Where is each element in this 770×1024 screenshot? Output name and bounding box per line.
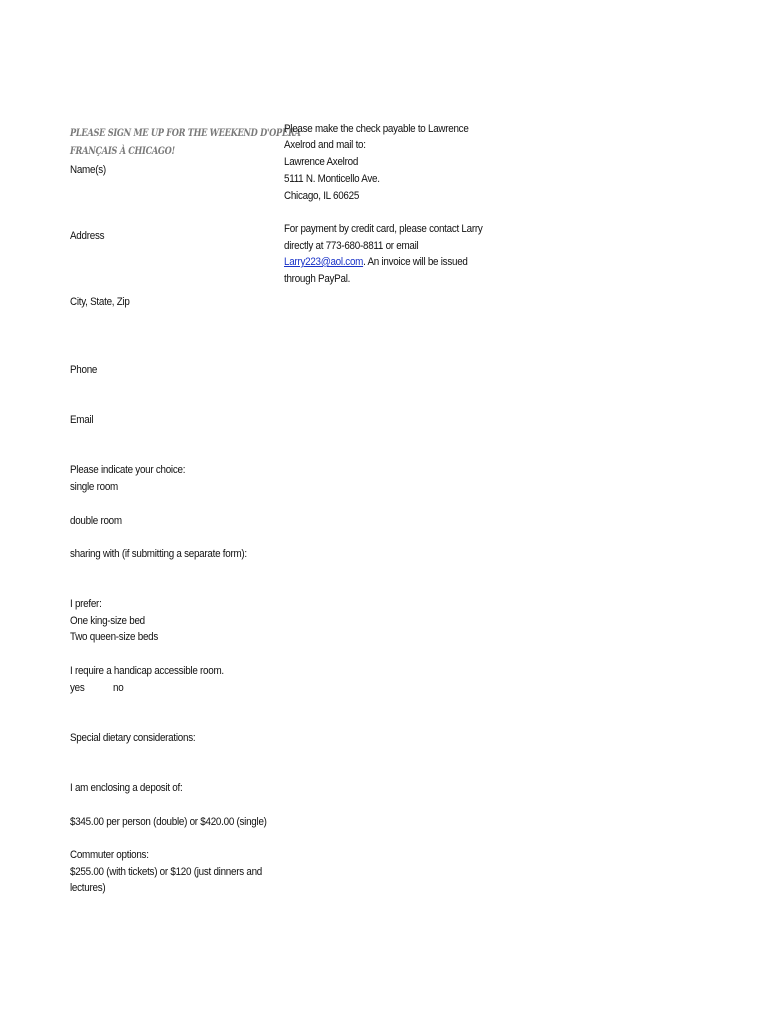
credit-card-line-2: directly at 773-680-8811 or email [284, 240, 419, 252]
deposit-options: $345.00 per person (double) or $420.00 (single) [70, 816, 267, 828]
signup-title-line-1: PLEASE SIGN ME UP FOR THE WEEKEND D'OPÉRA [70, 127, 301, 139]
handicap-no-option: no [113, 682, 124, 694]
check-instructions-line-1: Please make the check payable to Lawrence [284, 123, 469, 135]
address-label: Address [70, 230, 105, 242]
mailing-name: Lawrence Axelrod [284, 156, 359, 168]
credit-card-line-3 [284, 254, 468, 271]
credit-card-line-4: through PayPal. [284, 273, 351, 285]
credit-card-line-1: For payment by credit card, please contact Larry [284, 223, 483, 235]
double-room-option: double room [70, 515, 122, 527]
dietary-label: Special dietary considerations: [70, 732, 196, 744]
single-room-option: single room [70, 481, 118, 493]
handicap-question: I require a handicap accessible room. [70, 665, 224, 677]
bed-preference-heading: I prefer: [70, 598, 102, 610]
email-label: Email [70, 414, 94, 426]
deposit-label: I am enclosing a deposit of: [70, 782, 183, 794]
sharing-with-option: sharing with (if submitting a separate form): [70, 548, 247, 560]
signup-title [70, 124, 301, 160]
king-bed-option: One king-size bed [70, 615, 145, 627]
signup-title-line-2: FRANÇAIS À CHICAGO! [70, 145, 175, 157]
mailing-city: Chicago, IL 60625 [284, 190, 360, 202]
mailing-street: 5111 N. Monticello Ave. [284, 173, 380, 185]
commuter-line-1: $255.00 (with tickets) or $120 (just dinners and [70, 866, 263, 878]
commuter-line-2: lectures) [70, 882, 106, 894]
invoice-text: . An invoice will be issued [363, 256, 468, 268]
names-label: Name(s) [70, 164, 106, 176]
room-choice-heading: Please indicate your choice: [70, 464, 186, 476]
city-state-zip-label: City, State, Zip [70, 296, 130, 308]
email-link[interactable]: Larry223@aol.com [284, 256, 364, 268]
commuter-heading: Commuter options: [70, 849, 149, 861]
check-instructions-line-2: Axelrod and mail to: [284, 139, 366, 151]
phone-label: Phone [70, 364, 98, 376]
handicap-yes-option: yes [70, 682, 85, 694]
queen-beds-option: Two queen-size beds [70, 631, 159, 643]
